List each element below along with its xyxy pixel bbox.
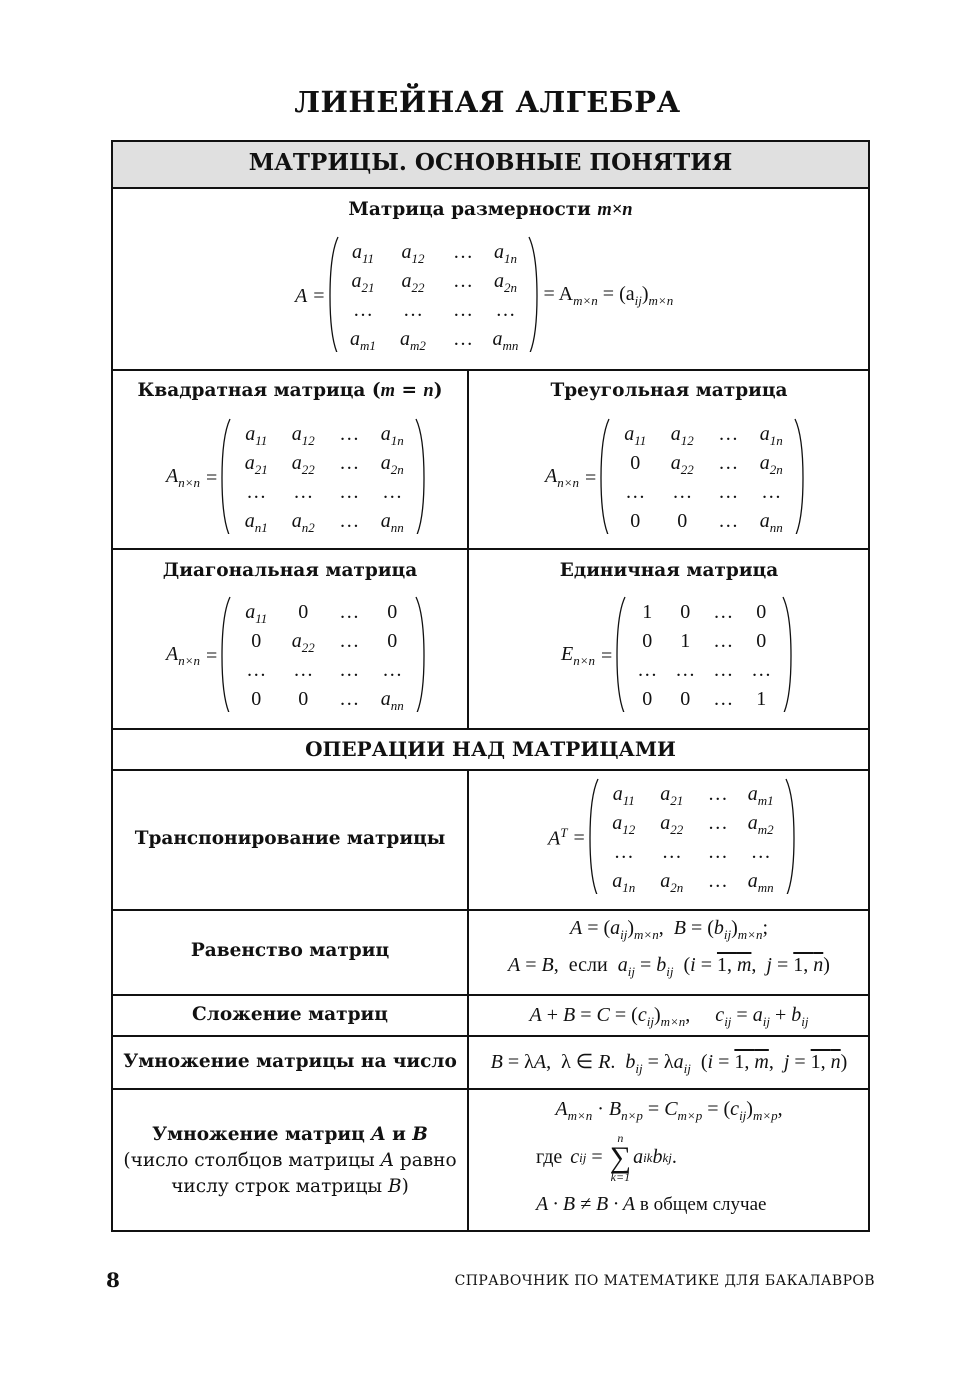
- product-label: Умножение матриц A и B (число столбцов матрицы A равно числу строк матрицы B): [123, 1124, 457, 1197]
- matrix-entry: $a_{m1}$: [747, 783, 774, 808]
- rule: [112, 1035, 869, 1037]
- matrix-entry: …: [403, 299, 423, 321]
- transpose-matrix: $A^T$ = $a_{11}$ $a_{21}$ … $a_{m1}$ $a_{12}$ $a_{22}$ … $a_{m2}$ … … … … $a_{1n}$ $a_{2n}$ … $a_{mn}$: [548, 780, 795, 896]
- equality-label: Равенство матриц: [190, 940, 390, 961]
- matrix-entry: $a_{m2}$: [400, 328, 426, 353]
- matrix-entry: $a_{21}$: [660, 783, 684, 808]
- matrix-entry: $a_{nn}$: [380, 510, 404, 535]
- matrix-entry: …: [713, 601, 734, 623]
- rule: [112, 728, 869, 730]
- rule: [112, 769, 869, 771]
- right-paren: [782, 596, 792, 712]
- matrix-entry: $a_{11}$: [624, 423, 647, 448]
- matrix-entry: …: [718, 510, 739, 532]
- matrix-entry: …: [339, 659, 360, 681]
- matrix-entry: $a_{21}$: [244, 452, 268, 477]
- rule: [112, 187, 869, 189]
- product-formula: $A_{m\times n} \cdot B_{n\times p} = C_{m\times p} = (c_{ij})_{m\times p}$,: [555, 1098, 783, 1123]
- matrix-entry: $a_{12}$: [612, 812, 636, 837]
- matrix-entry: $a_{11}$: [245, 423, 268, 448]
- general-matrix: A = $a_{11}$ $a_{12}$ … $a_{1n}$ $a_{21}$ $a_{22}$ … $a_{2n}$ … … … … $a_{m1}$ $a_{m2}$ … $a_{mn}$ = $A_{m\times n} = (a_{ij})_{m\times n}$: [295, 238, 673, 354]
- matrix-entry: $a_{2n}$: [759, 452, 783, 477]
- matrix-entry: $a_{mn}$: [747, 870, 774, 895]
- matrix-entry: …: [382, 659, 403, 681]
- rule: [112, 548, 869, 550]
- matrix-entry: …: [707, 870, 728, 892]
- matrix-entry: …: [382, 481, 403, 503]
- rule: [112, 909, 869, 911]
- matrix-entry: $a_{2n}$: [380, 452, 404, 477]
- matrix-entry: 0: [642, 630, 653, 652]
- running-footer: СПРАВОЧНИК ПО МАТЕМАТИКЕ ДЛЯ БАКАЛАВРОВ: [454, 1273, 875, 1289]
- page-number: 8: [106, 1268, 120, 1292]
- matrix-entry: …: [718, 481, 739, 503]
- matrix-entry: $a_{1n}$: [612, 870, 636, 895]
- matrix-entry: 0: [251, 630, 262, 652]
- matrix-entry: $a_{22}$: [670, 452, 694, 477]
- matrix-entry: …: [453, 241, 473, 263]
- rule: [112, 994, 869, 996]
- matrix-entry: 0: [387, 601, 398, 623]
- matrix-entry: 0: [298, 601, 309, 623]
- identity-matrix-caption: Единичная матрица: [559, 560, 779, 581]
- triangular-matrix-caption: Треугольная матрица: [550, 380, 788, 401]
- matrix-entry: 0: [756, 630, 767, 652]
- matrix-entry: …: [495, 299, 516, 321]
- matrix-entry: …: [707, 783, 728, 805]
- matrix-entry: 0: [756, 601, 767, 623]
- rule: [112, 1088, 869, 1090]
- right-paren: [415, 596, 425, 712]
- matrix-entry: …: [453, 270, 473, 292]
- matrix-entry: 1: [680, 630, 691, 652]
- right-paren: [794, 418, 804, 534]
- matrix-entry: …: [339, 423, 360, 445]
- matrix-entry: 0: [680, 688, 691, 710]
- matrix-entry: 0: [298, 688, 309, 710]
- left-paren: [329, 236, 339, 352]
- matrix-entry: …: [246, 659, 267, 681]
- matrix-entry: $a_{2n}$: [494, 270, 517, 295]
- matrix-entry: …: [453, 328, 473, 350]
- left-paren: [221, 418, 231, 534]
- equality-condition: A = B, если $a_{ij} = b_{ij}$ (i = 1, m, j = 1, n): [508, 954, 830, 979]
- matrix-entry: …: [751, 659, 772, 681]
- left-paren: [589, 778, 599, 894]
- right-paren: [415, 418, 425, 534]
- matrix-entry: 0: [642, 688, 653, 710]
- matrix-entry: $a_{22}$: [291, 452, 315, 477]
- matrix-entry: …: [637, 659, 658, 681]
- section-header-basics: МАТРИЦЫ. ОСНОВНЫЕ ПОНЯТИЯ: [248, 149, 733, 176]
- matrix-entry: …: [293, 659, 314, 681]
- left-paren: [600, 418, 610, 534]
- matrix-entry: …: [339, 630, 360, 652]
- matrix-entry: …: [339, 688, 360, 710]
- matrix-entry: 1: [756, 688, 767, 710]
- matrix-entry: …: [672, 481, 693, 503]
- matrix-entry: $a_{22}$: [660, 812, 684, 837]
- diagonal-matrix-caption: Диагональная матрица: [162, 560, 418, 581]
- matrix-entry: $a_{nn}$: [759, 510, 783, 535]
- matrix-entry: …: [718, 423, 739, 445]
- matrix-entry: …: [707, 812, 728, 834]
- matrix-entry: 1: [642, 601, 653, 623]
- matrix-entry: …: [661, 841, 682, 863]
- matrix-entry: 0: [630, 510, 641, 532]
- matrix-entry: $a_{11}$: [351, 241, 375, 266]
- matrix-entry: …: [707, 841, 728, 863]
- matrix-entry: 0: [251, 688, 262, 710]
- transpose-label: Транспонирование матрицы: [134, 828, 446, 849]
- matrix-entry: …: [625, 481, 646, 503]
- identity-matrix: $E_{n\times n}$ = 1 0 … 0 0 1 … 0 … … … … 0 0 … 1: [561, 598, 792, 714]
- matrix-entry: 0: [677, 510, 688, 532]
- matrix-entry: $a_{n1}$: [244, 510, 268, 535]
- matrix-entry: …: [613, 841, 634, 863]
- matrix-entry: …: [713, 630, 734, 652]
- matrix-entry: $a_{1n}$: [494, 241, 517, 266]
- matrix-entry: $a_{m1}$: [350, 328, 376, 353]
- matrix-entry: $a_{11}$: [245, 601, 268, 626]
- matrix-entry: $a_{12}$: [670, 423, 694, 448]
- matrix-entry: …: [718, 452, 739, 474]
- matrix-entry: $a_{n2}$: [291, 510, 315, 535]
- matrix-entry: …: [339, 601, 360, 623]
- matrix-entry: $a_{1n}$: [380, 423, 404, 448]
- matrix-entry: …: [713, 688, 734, 710]
- square-matrix: $A_{n\times n}$ = $a_{11}$ $a_{12}$ … $a_{1n}$ $a_{21}$ $a_{22}$ … $a_{2n}$ … … … … $a_{n1}$ $a_{n2}$ … $a_{nn}$: [166, 420, 425, 536]
- product-sum-formula: где c ij = n ∑ k=1 a ik b kj .: [536, 1131, 677, 1184]
- scalar-multiplication-label: Умножение матрицы на число: [123, 1051, 457, 1072]
- matrix-entry: …: [761, 481, 782, 503]
- scalar-multiplication-formula: B = λA, λ ∈ R. $b_{ij} = \lambda a_{ij}$ (i = 1, m, j = 1, n): [490, 1051, 848, 1076]
- right-paren: [785, 778, 795, 894]
- general-matrix-caption: Матрица размерности m×n: [348, 199, 633, 220]
- matrix-entry: …: [339, 452, 360, 474]
- matrix-entry: $a_{11}$: [612, 783, 635, 808]
- triangular-matrix: $A_{n\times n}$ = $a_{11}$ $a_{12}$ … $a_{1n}$ 0 $a_{22}$ … $a_{2n}$ … … … … 0 0 … $a_{nn}$: [545, 420, 804, 536]
- square-matrix-caption: Квадратная матрица (m = n): [137, 380, 443, 401]
- matrix-entry: $a_{12}$: [401, 241, 425, 266]
- matrix-entry: 0: [387, 630, 398, 652]
- matrix-entry: …: [293, 481, 314, 503]
- matrix-entry: $a_{22}$: [291, 630, 315, 655]
- section-header-operations: ОПЕРАЦИИ НАД МАТРИЦАМИ: [305, 737, 676, 761]
- diagonal-matrix: $A_{n\times n}$ = $a_{11}$ 0 … 0 0 $a_{22}$ … 0 … … … … 0 0 … $a_{nn}$: [166, 598, 425, 714]
- matrix-entry: 0: [630, 452, 641, 474]
- matrix-entry: …: [339, 481, 360, 503]
- right-paren: [528, 236, 538, 352]
- matrix-entry: $a_{mn}$: [492, 328, 519, 353]
- matrix-entry: …: [339, 510, 360, 532]
- matrix-entry: $a_{22}$: [401, 270, 425, 295]
- matrix-entry: …: [713, 659, 734, 681]
- matrix-entry: …: [246, 481, 267, 503]
- matrix-entry: …: [453, 299, 473, 321]
- addition-label: Сложение матриц: [192, 1004, 388, 1025]
- matrix-entry: …: [353, 299, 373, 321]
- page-title: ЛИНЕЙНАЯ АЛГЕБРА: [294, 85, 681, 119]
- matrix-entry: $a_{1n}$: [759, 423, 783, 448]
- left-paren: [221, 596, 231, 712]
- rule: [467, 369, 469, 730]
- rule: [112, 369, 869, 371]
- matrix-entry: $a_{nn}$: [380, 688, 404, 713]
- product-noncommutative: A · B ≠ B · A в общем случае: [536, 1193, 767, 1215]
- matrix-entry: …: [675, 659, 696, 681]
- matrix-entry: …: [750, 841, 771, 863]
- matrix-entry: $a_{m2}$: [747, 812, 774, 837]
- matrix-entry: $a_{21}$: [351, 270, 375, 295]
- matrix-entry: 0: [680, 601, 691, 623]
- equality-definition: $A = (a_{ij})_{m\times n}$, $B = (b_{ij})_{m\times n}$;: [569, 917, 769, 942]
- matrix-entry: $a_{12}$: [291, 423, 315, 448]
- left-paren: [616, 596, 626, 712]
- addition-formula: $A + B = C = (c_{ij})_{m\times n}$, $c_{ij} = a_{ij} + b_{ij}$: [529, 1004, 809, 1029]
- matrix-entry: $a_{2n}$: [660, 870, 684, 895]
